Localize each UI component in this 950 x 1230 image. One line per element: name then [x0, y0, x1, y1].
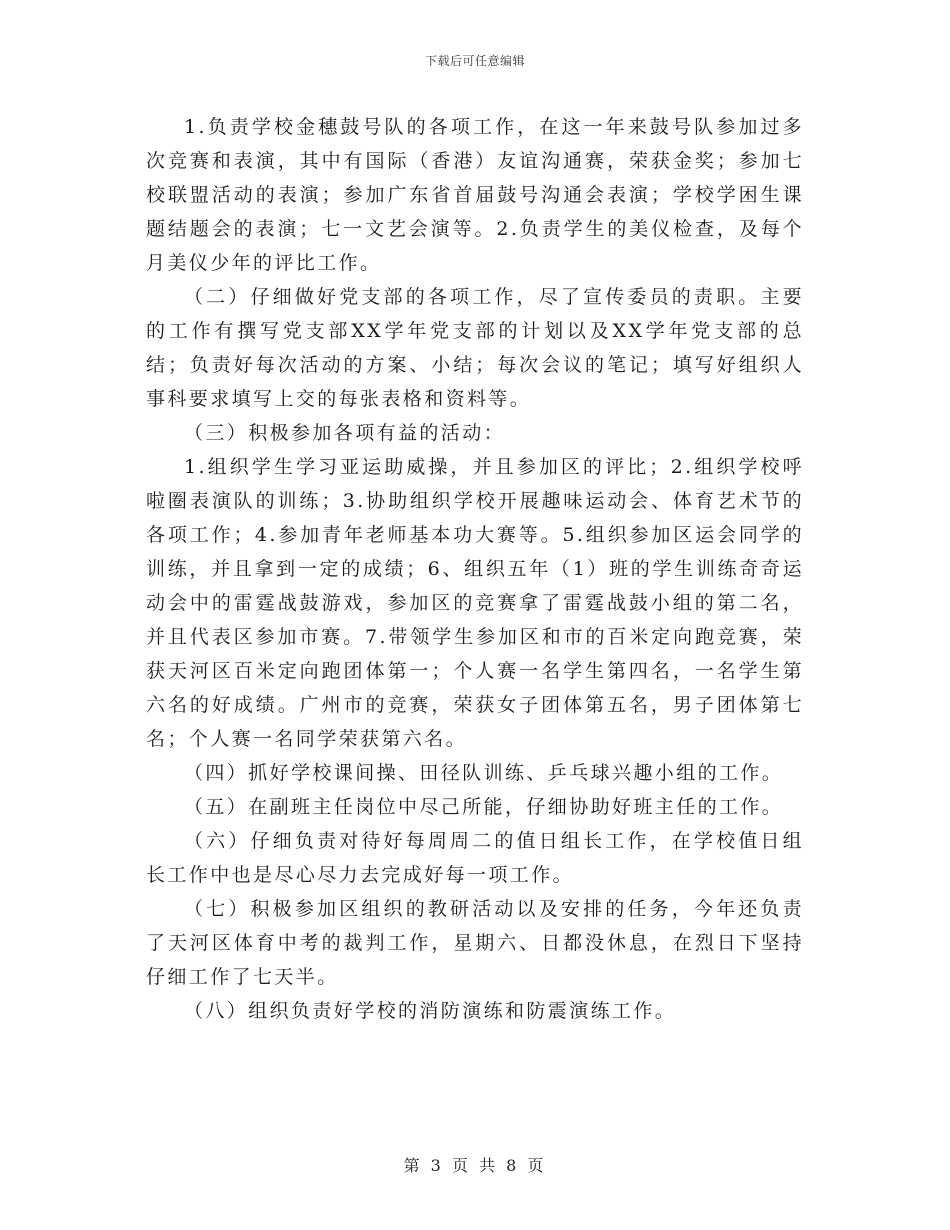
paragraph-activities-list: 1.组织学生学习亚运助威操，并且参加区的评比；2.组织学校呼啦圈表演队的训练；3.协助组织学校开展趣味运动会、体育艺术节的各项工作；4.参加青年老师基本功大赛等。5.组织参加区运会同学的训练，并且拿到一定的成绩；6、组织五年（1）班的学生训练奇奇运动会中的雷霆战鼓游戏，参加区的竞赛拿了雷霆战鼓小组的第二名，并且代表区参加市赛。7.带领学生参加区和市的百米定向跑竞赛，荣获天河区百米定向跑团体第一；个人赛一名学生第四名，一名学生第六名的好成绩。广州市的竞赛，荣获女子团体第五名，男子团体第七名；个人赛一名同学荣获第六名。: [146, 456, 804, 750]
paragraph-drills: （八）组织负责好学校的消防演练和防震演练工作。: [184, 1000, 677, 1022]
document-body: [146, 110, 804, 1028]
paragraph-duty-leader: （六）仔细负责对待好每周周二的值日组长工作，在学校值日组长工作中也是尽心尽力去完成好每一项工作。: [146, 830, 804, 886]
page-header: 下载后可任意编辑: [424, 54, 525, 68]
paragraph-deputy-teacher: （五）在副班主任岗位中尽己所能，仔细协助好班主任的工作。: [184, 796, 784, 818]
page-number-footer: 第 3 页 共 8 页: [403, 1156, 547, 1175]
paragraph-party-branch: （二）仔细做好党支部的各项工作，尽了宣传委员的责职。主要的工作有撰写党支部XX学年党支部的计划以及XX学年党支部的总结；负责好每次活动的方案、小结；每次会议的笔记；填写好组织人事科要求填写上交的每张表格和资料等。: [146, 286, 804, 410]
paragraph-exercise-training: （四）抓好学校课间操、田径队训练、乒乓球兴趣小组的工作。: [184, 762, 784, 784]
paragraph-teaching-research: （七）积极参加区组织的教研活动以及安排的任务，今年还负责了天河区体育中考的裁判工作，星期六、日都没休息，在烈日下坚持仔细工作了七天半。: [146, 898, 804, 988]
paragraph-activities-heading: （三）积极参加各项有益的活动：: [184, 422, 506, 444]
paragraph-drum-team: 1.负责学校金穗鼓号队的各项工作，在这一年来鼓号队参加过多次竞赛和表演，其中有国际（香港）友谊沟通赛，荣获金奖；参加七校联盟活动的表演；参加广东省首届鼓号沟通会表演；学校学困生课题结题会的表演；七一文艺会演等。2.负责学生的美仪检查，及每个月美仪少年的评比工作。: [146, 116, 804, 274]
